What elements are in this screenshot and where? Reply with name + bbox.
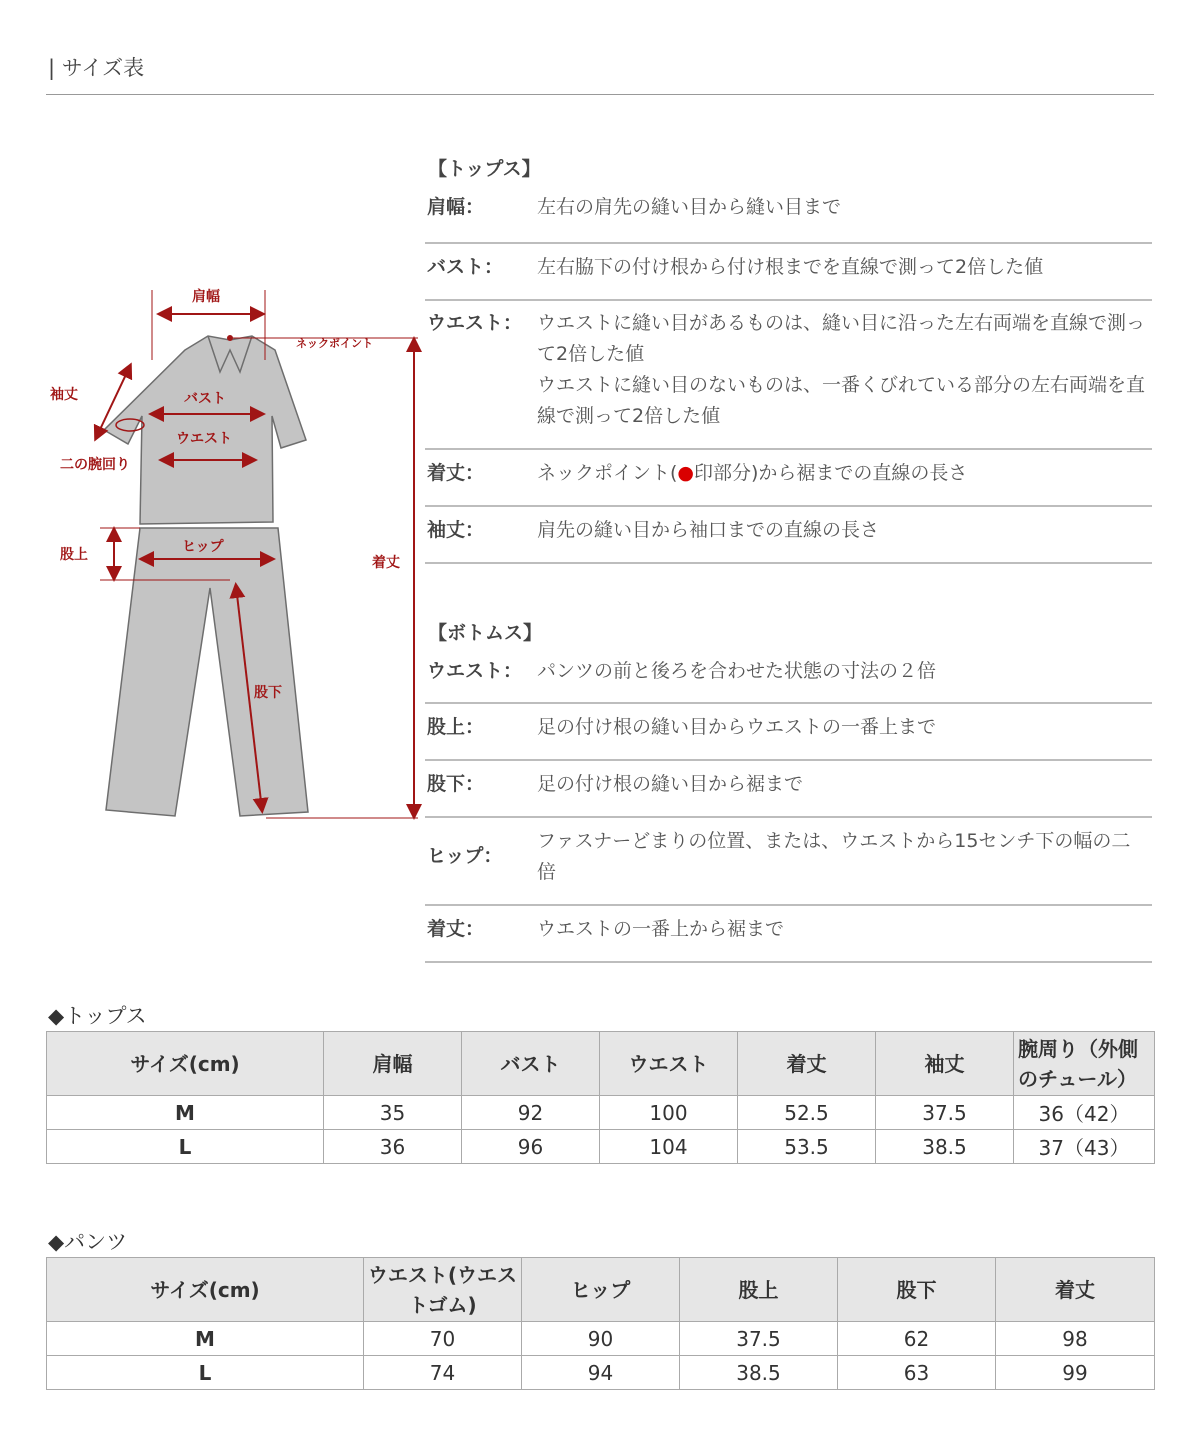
table-cell: 90 [522, 1322, 680, 1356]
table-cell: 37.5 [680, 1322, 838, 1356]
def-desc-line: ウエストに縫い目のないものは、一番くびれている部分の左右両端を直線で測って2倍した値 [537, 374, 1146, 427]
def-desc: 足の付け根の縫い目から裾まで [537, 773, 804, 795]
def-desc: ウエストの一番上から裾まで [537, 918, 785, 940]
table-cell: 37（43） [1014, 1130, 1155, 1164]
table-cell: 74 [364, 1356, 522, 1390]
col-header: 着丈 [738, 1032, 876, 1096]
col-header: ウエスト(ウエストゴム) [364, 1258, 522, 1322]
def-desc: 左右脇下の付け根から付け根までを直線で測って2倍した値 [537, 256, 1044, 278]
page-title: | サイズ表 [48, 56, 145, 80]
def-desc-part: 印部分)から裾までの直線の長さ [694, 462, 968, 484]
tops-size-table [46, 1031, 1155, 1164]
def-row [425, 507, 1152, 564]
def-row [425, 818, 1152, 906]
col-header: ヒップ [522, 1258, 680, 1322]
col-header: 股上 [680, 1258, 838, 1322]
table-row [47, 1096, 1155, 1130]
table-cell: 92 [462, 1096, 600, 1130]
def-desc: 肩先の縫い目から袖口までの直線の長さ [537, 519, 880, 541]
table-cell: 38.5 [680, 1356, 838, 1390]
label-shoulder: 肩幅 [192, 289, 220, 305]
bottoms-defs-heading: 【ボトムス】 [428, 622, 543, 644]
tops-defs-heading: 【トップス】 [428, 158, 541, 180]
def-desc: 左右の肩先の縫い目から縫い目まで [537, 196, 842, 218]
col-header: サイズ(cm) [47, 1258, 364, 1322]
bottoms-definitions [425, 618, 1152, 963]
def-desc-line: ウエストに縫い目があるものは、縫い目に沿った左右両端を直線で測って2倍した値 [537, 312, 1146, 365]
table-cell: 36（42） [1014, 1096, 1155, 1130]
def-row [425, 184, 1152, 244]
def-row [425, 761, 1152, 818]
table-cell: 37.5 [876, 1096, 1014, 1130]
pants-size-table [46, 1257, 1155, 1390]
table-cell: 100 [600, 1096, 738, 1130]
def-term: 着丈： [427, 462, 485, 484]
table-cell: 52.5 [738, 1096, 876, 1130]
table-cell: 53.5 [738, 1130, 876, 1164]
pants-table-title: ◆パンツ [48, 1230, 128, 1254]
def-desc-part: ネックポイント( [537, 462, 678, 484]
col-header: サイズ(cm) [47, 1032, 324, 1096]
table-cell: 96 [462, 1130, 600, 1164]
label-sleeve: 袖丈 [50, 387, 78, 403]
table-cell: 62 [838, 1322, 996, 1356]
table-row [47, 1356, 1155, 1390]
table-cell: 63 [838, 1356, 996, 1390]
def-row [425, 450, 1152, 507]
def-desc: 足の付け根の縫い目からウエストの一番上まで [537, 716, 937, 738]
tops-definitions [425, 154, 1152, 564]
def-desc [537, 308, 1152, 432]
def-desc: パンツの前と後ろを合わせた状態の寸法の２倍 [537, 660, 937, 682]
neck-point-marker: ● [677, 462, 695, 484]
def-row [425, 704, 1152, 761]
label-arm: 二の腕回り [60, 457, 130, 473]
table-cell: 36 [324, 1130, 462, 1164]
def-term: 着丈： [427, 918, 485, 940]
label-hip: ヒップ [182, 539, 224, 555]
col-header: 着丈 [996, 1258, 1155, 1322]
def-row [425, 648, 1152, 704]
table-cell: 98 [996, 1322, 1155, 1356]
table-cell: 70 [364, 1322, 522, 1356]
table-cell: M [47, 1322, 364, 1356]
label-rise: 股上 [60, 547, 88, 563]
def-row [425, 906, 1152, 963]
table-row [47, 1130, 1155, 1164]
table-cell: 104 [600, 1130, 738, 1164]
def-term: ヒップ： [427, 845, 503, 867]
table-cell: L [47, 1130, 324, 1164]
col-header: 腕周り（外側のチュール） [1014, 1032, 1155, 1096]
def-term: 肩幅： [427, 196, 485, 218]
table-cell: M [47, 1096, 324, 1130]
def-term: ウエスト： [427, 312, 523, 334]
tops-table-title: ◆トップス [48, 1004, 147, 1028]
col-header: 股下 [838, 1258, 996, 1322]
label-length: 着丈 [372, 555, 400, 571]
table-cell: L [47, 1356, 364, 1390]
pants-shape [106, 528, 308, 816]
def-term: 股下： [427, 773, 485, 795]
col-header: バスト [462, 1032, 600, 1096]
table-header-row [47, 1258, 1155, 1322]
col-header: ウエスト [600, 1032, 738, 1096]
label-inseam: 股下 [254, 685, 282, 701]
def-term: ウエスト： [427, 660, 523, 682]
table-cell: 35 [324, 1096, 462, 1130]
def-row [425, 244, 1152, 301]
def-row [425, 301, 1152, 450]
table-cell: 38.5 [876, 1130, 1014, 1164]
def-desc: ファスナーどまりの位置、または、ウエストから15センチ下の幅の二倍 [537, 830, 1131, 883]
table-cell: 99 [996, 1356, 1155, 1390]
table-row [47, 1322, 1155, 1356]
def-desc [537, 458, 1152, 489]
table-cell: 94 [522, 1356, 680, 1390]
def-term: バスト： [427, 256, 504, 278]
def-term: 股上： [427, 716, 485, 738]
label-neck-point: ネックポイント [296, 337, 373, 350]
label-bust: バスト [184, 391, 226, 407]
garment-diagram [40, 280, 440, 840]
label-waist: ウエスト [176, 431, 232, 447]
def-term: 袖丈： [427, 519, 485, 541]
title-divider [46, 94, 1154, 95]
table-header-row [47, 1032, 1155, 1096]
col-header: 袖丈 [876, 1032, 1014, 1096]
col-header: 肩幅 [324, 1032, 462, 1096]
